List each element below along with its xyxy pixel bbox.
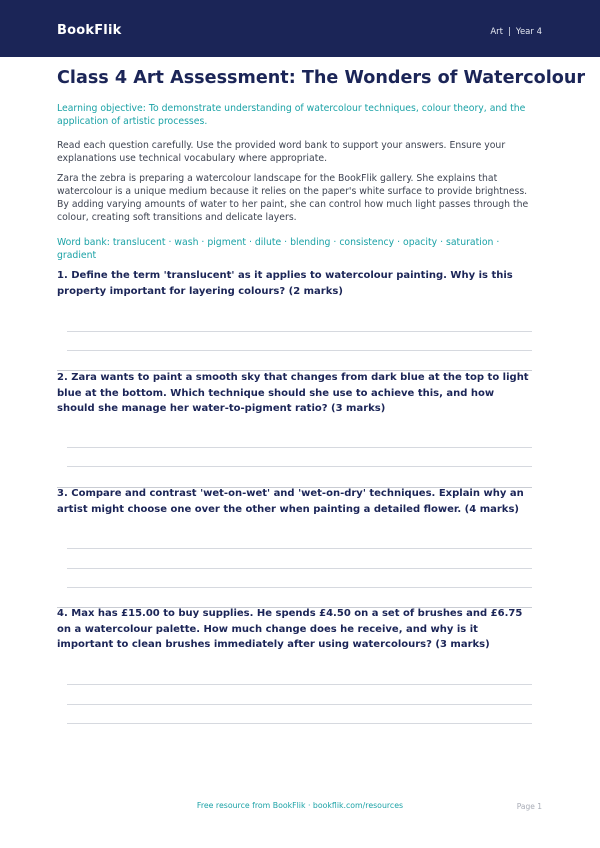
answer-line[interactable] xyxy=(67,466,532,467)
breadcrumb-separator: | xyxy=(508,27,511,37)
question-3 xyxy=(57,486,532,517)
subject-label: Art xyxy=(490,27,504,37)
learning-objective: Learning objective: To demonstrate understanding of watercolour techniques, colour theory, and the application of artistic processes. xyxy=(57,103,526,127)
answer-line[interactable] xyxy=(67,350,532,351)
page-title: Class 4 Art Assessment: The Wonders of Watercolour xyxy=(57,68,586,88)
answer-line[interactable] xyxy=(67,447,532,448)
word-bank: Word bank: translucent · wash · pigment · dilute · blending · consistency · opacity · saturation · gradient xyxy=(57,237,500,261)
answer-line[interactable] xyxy=(67,684,532,685)
question-2-text: 2. Zara wants to paint a smooth sky that changes from dark blue at the top to light blue at the bottom. Which technique should she use to achieve this, and how should she manage her water-to-pigment ratio? (3 marks) xyxy=(57,372,529,414)
answer-line[interactable] xyxy=(67,331,532,332)
answer-line[interactable] xyxy=(67,548,532,549)
question-2 xyxy=(57,370,532,417)
answer-line[interactable] xyxy=(67,587,532,588)
question-4 xyxy=(57,606,532,653)
story-text: Zara the zebra is preparing a watercolour landscape for the BookFlik gallery. She explains that watercolour is a unique medium because it relies on the paper's white surface to provide brightness. By adding varying amounts of water to her paint, she can control how much light passes through the colour, creating soft transitions and delicate layers. xyxy=(57,173,529,223)
question-1-text: 1. Define the term 'translucent' as it applies to watercolour painting. Why is this property important for layering colours? (2 marks) xyxy=(57,270,513,297)
header-breadcrumb xyxy=(490,27,542,37)
page-number: Page 1 xyxy=(516,802,542,811)
answer-line[interactable] xyxy=(67,723,532,724)
answer-line[interactable] xyxy=(67,568,532,569)
question-3-text: 3. Compare and contrast 'wet-on-wet' and 'wet-on-dry' techniques. Explain why an artist might choose one over the other when painting a detailed flower. (4 marks) xyxy=(57,488,524,515)
brand-logo[interactable]: BookFlik xyxy=(57,23,122,38)
footer-credit[interactable]: Free resource from BookFlik · bookflik.com/resources xyxy=(196,801,404,810)
page-header xyxy=(0,0,600,57)
question-1 xyxy=(57,268,532,299)
answer-line[interactable] xyxy=(67,704,532,705)
intro-section xyxy=(57,64,586,262)
instructions-text: Read each question carefully. Use the provided word bank to support your answers. Ensure your explanations use technical vocabulary where appropriate. xyxy=(57,140,506,164)
question-4-text: 4. Max has £15.00 to buy supplies. He spends £4.50 on a set of brushes and £6.75 on a watercolour palette. How much change does he receive, and why is it important to clean brushes immediately after using watercolours? (3 marks) xyxy=(57,608,523,650)
year-label: Year 4 xyxy=(515,27,542,37)
